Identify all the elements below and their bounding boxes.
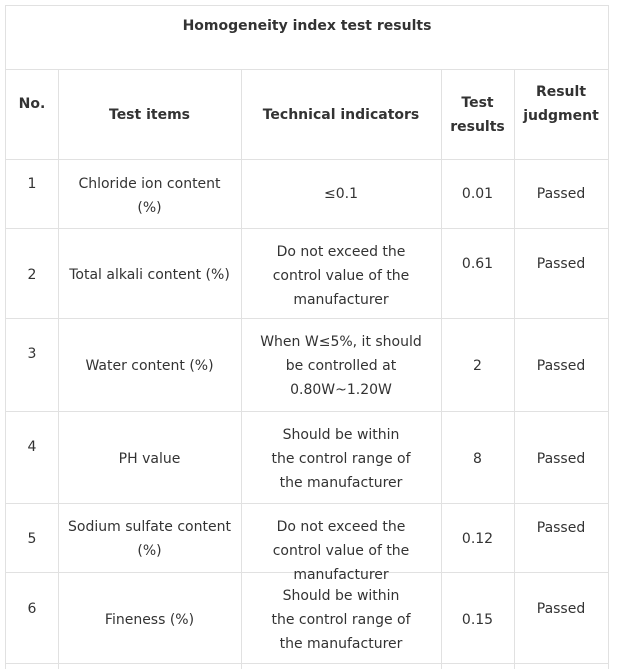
row-divider bbox=[6, 228, 608, 229]
row-divider bbox=[6, 503, 608, 504]
table-row-2-indicator: Do not exceed the control value of the manufacturer bbox=[272, 244, 410, 308]
table-row-6-result: 0.15 bbox=[461, 612, 494, 628]
table-row-5-no: 5 bbox=[27, 531, 37, 547]
table-row-2-judgment: Passed bbox=[536, 256, 586, 272]
table-row-1-indicator: ≤0.1 bbox=[324, 186, 358, 202]
table-row-5-result: 0.12 bbox=[461, 531, 494, 547]
table-row-4-judgment: Passed bbox=[536, 451, 586, 467]
table-row-1-no: 1 bbox=[27, 176, 37, 192]
row-divider bbox=[6, 69, 608, 70]
row-divider bbox=[6, 159, 608, 160]
table-title: Homogeneity index test results bbox=[182, 18, 432, 34]
table-row-2-item: Total alkali content (%) bbox=[69, 267, 230, 283]
table-row-1-item: Chloride ion content (%) bbox=[78, 176, 221, 216]
header-test-results: Test results bbox=[450, 95, 505, 135]
table-row-1-result: 0.01 bbox=[461, 186, 494, 202]
table-row-3-indicator: When W≤5%, it should be controlled at 0.80W~1.20W bbox=[260, 334, 422, 398]
row-divider bbox=[6, 663, 608, 664]
table-row-6-no: 6 bbox=[27, 601, 37, 617]
table-row-3-no: 3 bbox=[27, 346, 37, 362]
table-row-6-item: Fineness (%) bbox=[104, 612, 195, 628]
table-row-4-result: 8 bbox=[473, 451, 482, 467]
table-row-5-item: Sodium sulfate content (%) bbox=[68, 519, 231, 559]
row-divider bbox=[6, 318, 608, 319]
table-row-1-judgment: Passed bbox=[536, 186, 586, 202]
column-divider bbox=[241, 69, 242, 669]
table-row-4-item: PH value bbox=[118, 451, 181, 467]
table-row-4-indicator: Should be within the control range of the manufacturer bbox=[271, 427, 411, 491]
table-row-4-no: 4 bbox=[27, 439, 37, 455]
header-test-items: Test items bbox=[109, 107, 190, 123]
table-row-2-no: 2 bbox=[27, 267, 37, 283]
header-no: No. bbox=[18, 96, 46, 112]
table-row-6-indicator: Should be within the control range of the manufacturer bbox=[271, 588, 411, 652]
results-table bbox=[5, 5, 609, 669]
table-row-5-judgment: Passed bbox=[536, 520, 586, 536]
header-result-judgment: Result judgment bbox=[523, 84, 599, 124]
table-row-3-result: 2 bbox=[473, 358, 482, 374]
table-row-5-indicator: Do not exceed the control value of the manufacturer bbox=[272, 519, 410, 583]
table-row-6-judgment: Passed bbox=[536, 601, 586, 617]
row-divider bbox=[6, 411, 608, 412]
table-row-2-result: 0.61 bbox=[461, 256, 494, 272]
table-row-3-item: Water content (%) bbox=[85, 358, 214, 374]
table-row-3-judgment: Passed bbox=[536, 358, 586, 374]
header-technical-indicators: Technical indicators bbox=[262, 107, 420, 123]
